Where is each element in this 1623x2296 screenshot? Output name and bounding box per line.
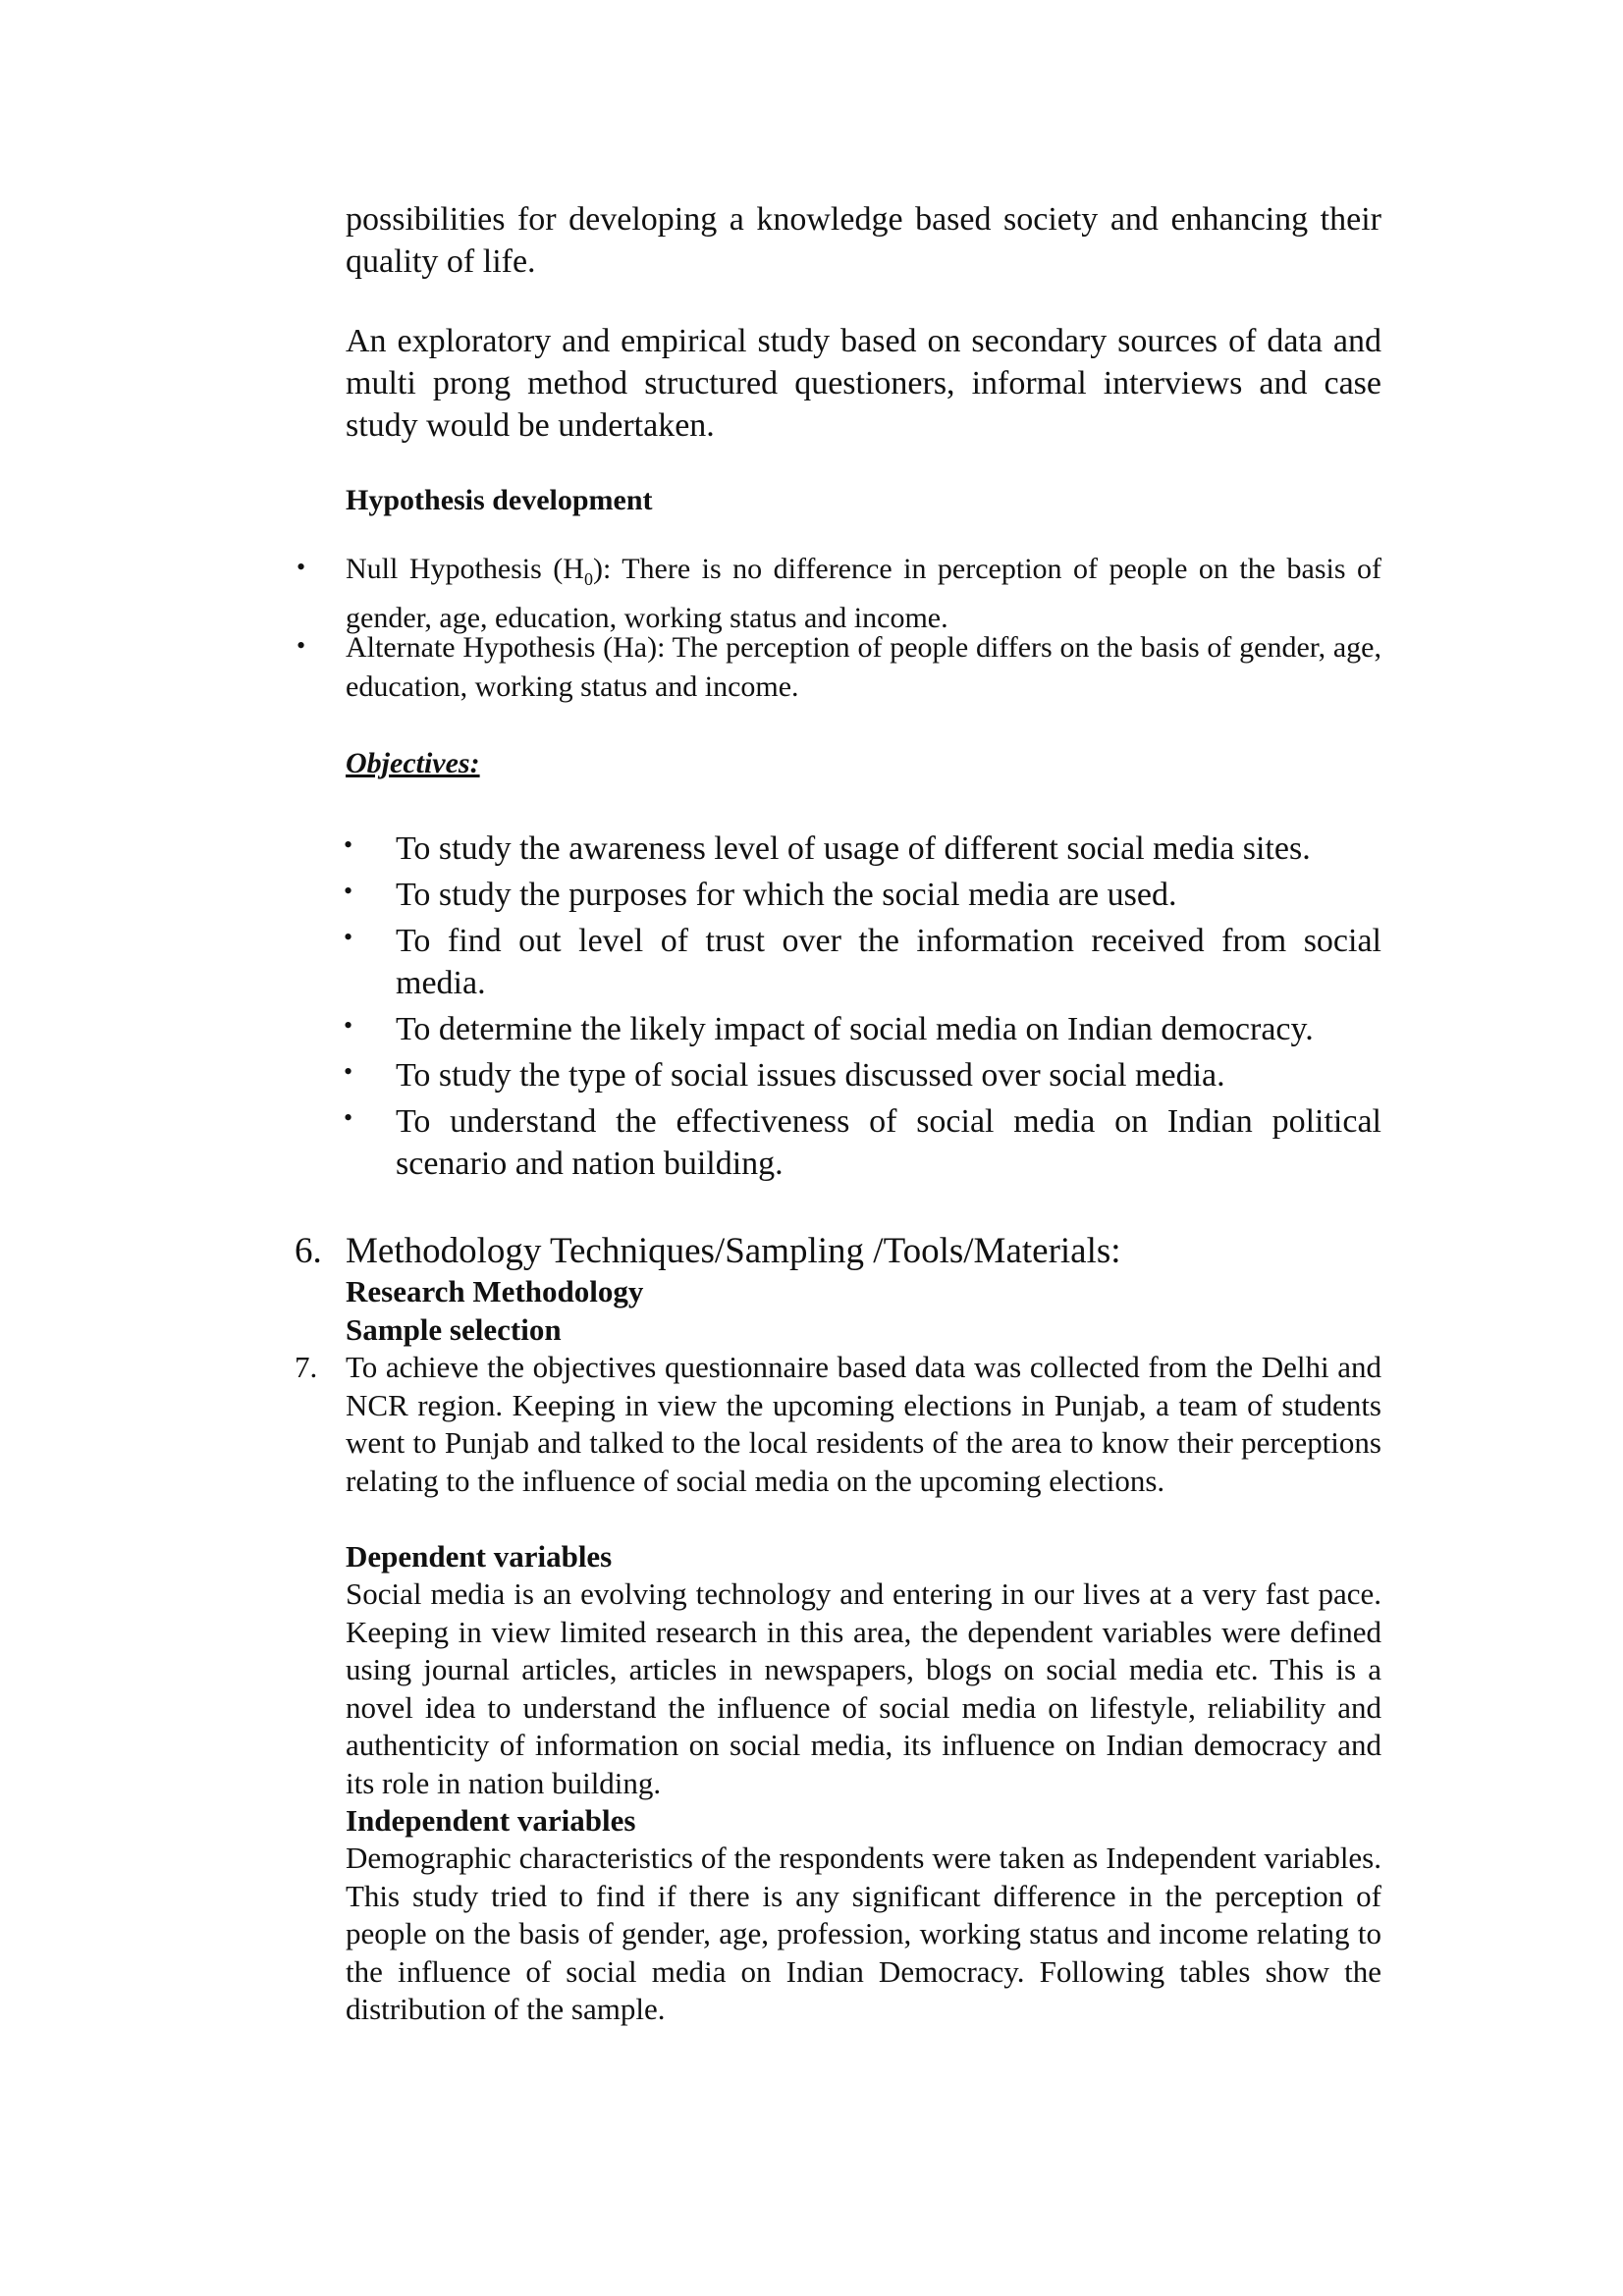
section-number-7: 7. — [295, 1350, 318, 1384]
bullet-icon: • — [344, 1103, 353, 1132]
hypothesis-alternate: Alternate Hypothesis (Ha): The perception of people differs on the basis of gender, age, education, working status and income. — [346, 631, 1381, 703]
intro-paragraph-2: An exploratory and empirical study based on secondary sources of data and multi prong method structured questioners, informal interviews and case study would be undertaken. — [346, 323, 1381, 444]
objective-item: To study the type of social issues discussed over social media. — [396, 1057, 1225, 1094]
bullet-icon: • — [344, 923, 353, 951]
bullet-icon: • — [297, 553, 306, 581]
intro-paragraph-1: possibilities for developing a knowledge based society and enhancing their quality of life. — [346, 201, 1381, 280]
bullet-icon: • — [297, 631, 306, 660]
objective-item: To understand the effectiveness of social media on Indian political scenario and nation building. — [396, 1103, 1381, 1182]
objective-item: To study the purposes for which the social media are used. — [396, 877, 1177, 913]
hypothesis-null-text: ): There is no difference in perception of people on the basis of gender, age, education, working status and income. — [346, 553, 1381, 634]
bullet-icon: • — [344, 877, 353, 905]
independent-variables-text: Demographic characteristics of the respondents were taken as Independent variables. This study tried to find if there is any significant difference in the perception of people on the basis of gender, age, profession, working status and income relating to the influence of social media on Indian Democracy. Following tables show the distribution of the sample. — [346, 1841, 1381, 2026]
hypothesis-null-prefix: Null Hypothesis (H — [346, 553, 584, 585]
subscript-zero: 0 — [583, 569, 593, 589]
section-number-6: 6. — [295, 1231, 322, 1271]
sample-selection-heading: Sample selection — [346, 1312, 562, 1347]
methodology-heading: Methodology Techniques/Sampling /Tools/Materials: — [346, 1231, 1121, 1271]
bullet-icon: • — [344, 830, 353, 859]
objective-item: To find out level of trust over the information received from social media. — [396, 923, 1381, 1001]
bullet-icon: • — [344, 1057, 353, 1086]
bullet-icon: • — [344, 1011, 353, 1040]
research-methodology-heading: Research Methodology — [346, 1274, 644, 1308]
dependent-variables-text: Social media is an evolving technology and entering in our lives at a very fast pace. Keeping in view limited research in this area, the dependent variables were defined using journal articles, articles in newspapers, blogs on social media etc. This is a novel idea to understand the influence of social media on lifestyle, reliability and authenticity of information on social media, its influence on Indian democracy and its role in nation building. — [346, 1576, 1381, 1800]
hypothesis-null — [346, 550, 1381, 638]
sample-selection-text: To achieve the objectives questionnaire based data was collected from the Delhi and NCR region. Keeping in view the upcoming elections in Punjab, a team of students went to Punjab and talked to the local residents of the area to know their perceptions relating to the influence of social media on the upcoming elections. — [346, 1350, 1381, 1498]
hypothesis-heading: Hypothesis development — [346, 484, 653, 516]
objective-item: To determine the likely impact of social media on Indian democracy. — [396, 1011, 1314, 1047]
objectives-heading: Objectives: — [346, 747, 480, 779]
independent-variables-heading: Independent variables — [346, 1803, 636, 1838]
dependent-variables-heading: Dependent variables — [346, 1539, 613, 1574]
objective-item: To study the awareness level of usage of different social media sites. — [396, 830, 1311, 867]
